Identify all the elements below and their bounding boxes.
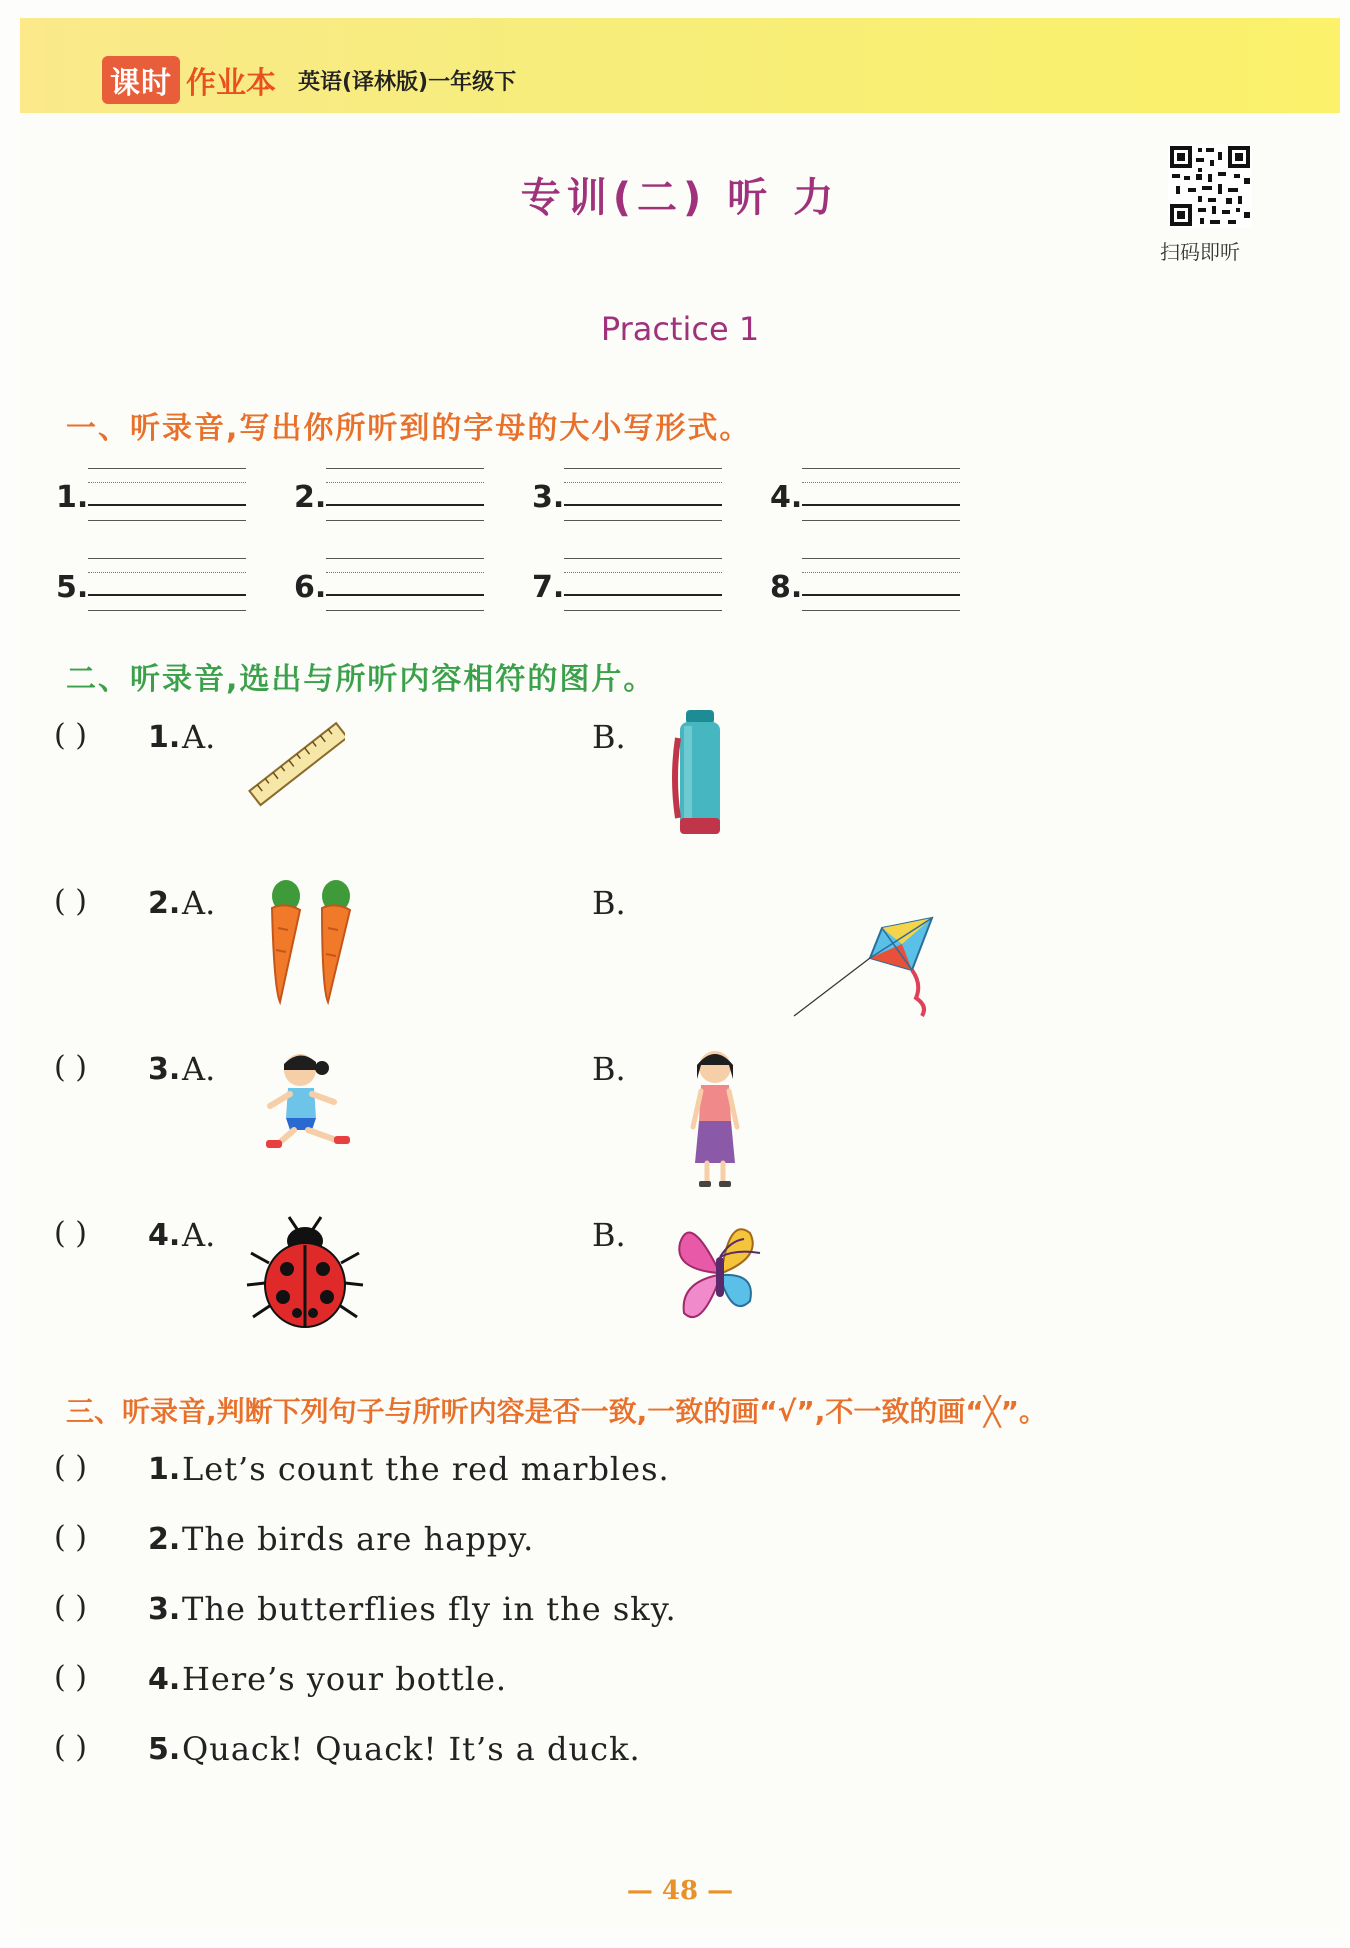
answer-blank[interactable]: ( ) [54, 1216, 87, 1251]
item-number: 3. [532, 480, 565, 515]
answer-blank[interactable]: ( ) [54, 1660, 87, 1695]
four-line-writing-field[interactable] [88, 558, 246, 634]
ruler-icon[interactable] [245, 718, 345, 818]
page-number: — 48 — [626, 1876, 734, 1906]
four-line-writing-field[interactable] [802, 558, 960, 634]
answer-blank[interactable]: ( ) [54, 1050, 87, 1085]
answer-blank[interactable]: ( ) [54, 718, 87, 753]
question-number: 3. [148, 1592, 181, 1627]
header-band [20, 18, 1340, 113]
four-line-writing-field[interactable] [802, 468, 960, 544]
item-number: 5. [56, 570, 89, 605]
answer-blank[interactable]: ( ) [54, 1520, 87, 1555]
practice-heading: Practice 1 [600, 310, 760, 348]
question-number: 3. [148, 1052, 181, 1087]
four-line-writing-field[interactable] [326, 468, 484, 544]
option-a-label: A. [182, 1216, 216, 1254]
sentence-text: Here’s your bottle. [182, 1660, 508, 1698]
answer-blank[interactable]: ( ) [54, 1450, 87, 1485]
question-number: 5. [148, 1732, 181, 1767]
section-1-heading: 一、听录音,写出你所听到的字母的大小写形式。 [66, 411, 752, 446]
question-number: 2. [148, 1522, 181, 1557]
question-number: 4. [148, 1218, 181, 1253]
page-title: 专训(二) 听 力 [520, 175, 840, 221]
option-b-label: B. [592, 718, 626, 756]
four-line-writing-field[interactable] [326, 558, 484, 634]
sentence-text: The butterflies fly in the sky. [182, 1590, 677, 1628]
ladybird-icon[interactable] [245, 1213, 365, 1333]
sentence-text: The birds are happy. [182, 1520, 535, 1558]
item-number: 7. [532, 570, 565, 605]
item-number: 1. [56, 480, 89, 515]
worksheet-page [20, 18, 1340, 1928]
four-line-writing-field[interactable] [564, 468, 722, 544]
thermos-bottle-icon[interactable] [670, 708, 730, 838]
butterfly-icon[interactable] [670, 1213, 770, 1333]
brand-name: 作业本 [186, 66, 276, 101]
option-b-label: B. [592, 1216, 626, 1254]
qr-code-icon[interactable] [1168, 144, 1252, 228]
qr-label: 扫码即听 [1160, 240, 1240, 264]
sentence-text: Let’s count the red marbles. [182, 1450, 670, 1488]
item-number: 2. [294, 480, 327, 515]
option-b-label: B. [592, 884, 626, 922]
brand-badge: 课时 [102, 56, 180, 104]
answer-blank[interactable]: ( ) [54, 884, 87, 919]
option-a-label: A. [182, 884, 216, 922]
four-line-writing-field[interactable] [88, 468, 246, 544]
standing-girl-icon[interactable] [675, 1043, 755, 1193]
running-girl-icon[interactable] [250, 1048, 370, 1158]
item-number: 6. [294, 570, 327, 605]
kite-icon[interactable] [792, 898, 952, 1023]
option-a-label: A. [182, 1050, 216, 1088]
sentence-text: Quack! Quack! It’s a duck. [182, 1730, 641, 1768]
book-subtitle: 英语(译林版)一年级下 [298, 69, 517, 95]
option-b-label: B. [592, 1050, 626, 1088]
question-number: 1. [148, 1452, 181, 1487]
brand [102, 58, 516, 102]
carrots-icon[interactable] [256, 878, 376, 1008]
question-number: 2. [148, 886, 181, 921]
question-number: 4. [148, 1662, 181, 1697]
four-line-writing-field[interactable] [564, 558, 722, 634]
answer-blank[interactable]: ( ) [54, 1730, 87, 1765]
section-3-heading: 三、听录音,判断下列句子与所听内容是否一致,一致的画“√”,不一致的画“╳”。 [66, 1395, 1048, 1428]
item-number: 8. [770, 570, 803, 605]
answer-blank[interactable]: ( ) [54, 1590, 87, 1625]
option-a-label: A. [182, 718, 216, 756]
section-2-heading: 二、听录音,选出与所听内容相符的图片。 [66, 662, 656, 697]
question-number: 1. [148, 720, 181, 755]
item-number: 4. [770, 480, 803, 515]
